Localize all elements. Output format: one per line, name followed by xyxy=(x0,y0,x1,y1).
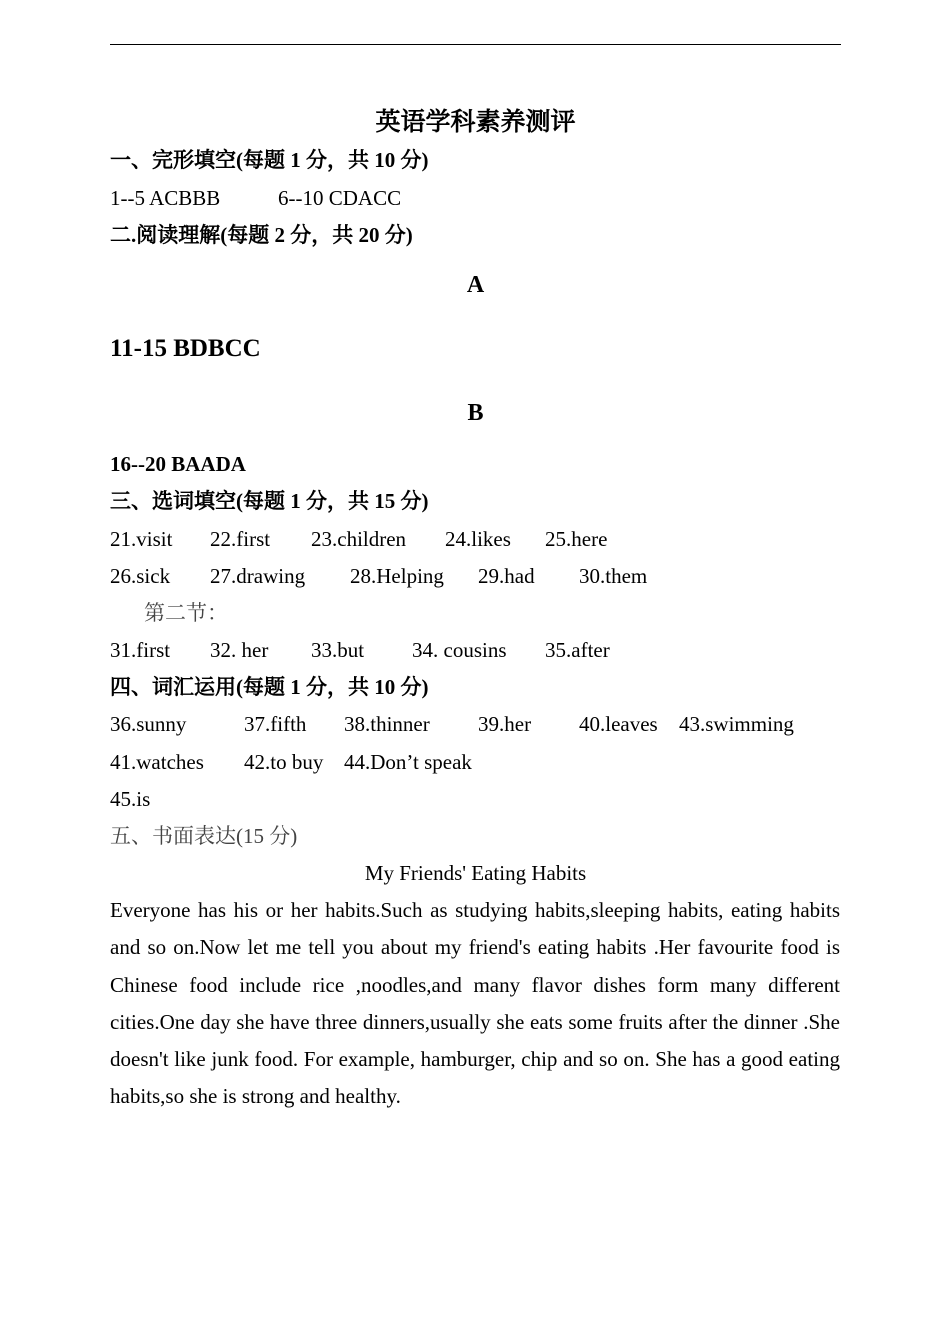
answer-item: 36.sunny xyxy=(110,712,187,736)
section-3-row-2 xyxy=(110,563,840,589)
essay-title: My Friends' Eating Habits xyxy=(364,861,587,885)
part-b-label: B xyxy=(467,400,484,426)
answer-item: 42.to buy xyxy=(244,750,324,774)
section-2-subheading: 第二节： xyxy=(144,601,228,625)
part-a-label: A xyxy=(466,272,485,298)
answer-item: 44.Don’t speak xyxy=(344,750,472,774)
answers-11-15: 11-15 BDBCC xyxy=(110,335,261,362)
answer-item: 39.her xyxy=(478,712,532,736)
answer-item: 41.watches xyxy=(110,750,204,774)
answer-item: 38.thinner xyxy=(344,712,430,736)
section-3-row-3 xyxy=(110,637,840,663)
answer-1-5: 1--5 ACBBB xyxy=(110,186,221,210)
answer-item: 40.leaves xyxy=(579,712,658,736)
section-4-row-1 xyxy=(110,711,840,737)
section-1-heading: 一、完形填空(每题 1 分，共 10 分) xyxy=(110,148,429,172)
answer-item: 22.first xyxy=(210,527,271,551)
answer-item: 32. her xyxy=(210,638,269,662)
answer-item: 35.after xyxy=(545,638,610,662)
section-4-row-2 xyxy=(110,749,840,775)
answer-6-10: 6--10 CDACC xyxy=(278,186,402,210)
section-1-answers xyxy=(110,185,840,211)
answer-item: 45.is xyxy=(110,787,151,811)
answer-item: 43.swimming xyxy=(679,712,794,736)
answer-item: 27.drawing xyxy=(210,564,306,588)
answer-item: 21.visit xyxy=(110,527,173,551)
section-3-heading: 三、选词填空(每题 1 分，共 15 分) xyxy=(110,489,429,513)
section-2-heading: 二.阅读理解(每题 2 分，共 20 分) xyxy=(110,223,413,247)
answer-item: 33.but xyxy=(311,638,365,662)
essay-body: Everyone has his or her habits.Such as studying habits,sleeping habits, eating habits and so on.Now let me tell you about my friend's eating habits .Her favourite food is Chinese food include rice ,noodles,and many flavor dishes form many different cities.One day she have three dinners,usually she eats some fruits after the dinner .She doesn't like junk food. For example, hamburger, chip and so on. She has a good eating habits,so she is strong and healthy. xyxy=(110,898,840,1109)
answers-16-20: 16--20 BAADA xyxy=(110,452,246,476)
section-4-row-3 xyxy=(110,786,840,812)
answer-item: 25.here xyxy=(545,527,608,551)
section-5-heading: 五、书面表达(15 分) xyxy=(110,824,298,848)
answer-item: 28.Helping xyxy=(350,564,444,588)
answer-item: 34. cousins xyxy=(412,638,507,662)
answer-item: 24.likes xyxy=(445,527,511,551)
answer-item: 29.had xyxy=(478,564,535,588)
answer-item: 30.them xyxy=(579,564,648,588)
section-3-row-1 xyxy=(110,526,840,552)
answer-item: 31.first xyxy=(110,638,171,662)
section-4-heading: 四、词汇运用(每题 1 分，共 10 分) xyxy=(110,675,429,699)
answer-item: 37.fifth xyxy=(244,712,307,736)
page-title: 英语学科素养测评 xyxy=(375,109,576,136)
answer-item: 23.children xyxy=(311,527,407,551)
answer-item: 26.sick xyxy=(110,564,171,588)
header-rule xyxy=(110,44,841,45)
